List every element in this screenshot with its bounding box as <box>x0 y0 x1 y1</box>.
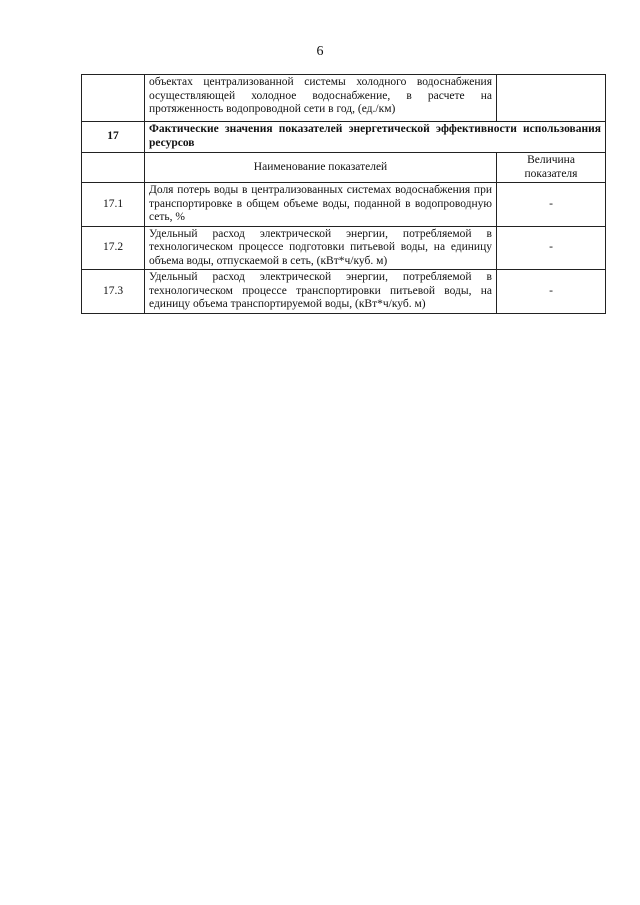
section-row <box>82 122 606 153</box>
indicators-table <box>81 74 606 314</box>
section-title-cell <box>145 122 606 153</box>
row-text: объектах централизованной системы холодного водоснабжения осуществляющей холодное водоснабжение, в расчете на протяженность водопроводной сети в год, (ед./км) <box>145 75 497 122</box>
row-text: Удельный расход электрической энергии, потребляемой в технологическом процессе подготовки питьевой воды, на единицу объема воды, отпускаемой в сеть, (кВт*ч/куб. м) <box>145 226 497 270</box>
section-title: Фактические значения показателей энергетической эффективности использования ресурсов <box>149 123 601 149</box>
row-number: 17.3 <box>82 270 145 314</box>
table-row-continuation <box>82 75 606 122</box>
row-number: 17.1 <box>82 183 145 227</box>
row-value <box>497 75 606 122</box>
row-text: Доля потерь воды в централизованных системах водоснабжения при транспортировке в общем объеме воды, поданной в водопроводную сеть, % <box>145 183 497 227</box>
table-row <box>82 270 606 314</box>
row-value: - <box>497 226 606 270</box>
row-value: - <box>497 270 606 314</box>
table-row <box>82 226 606 270</box>
row-number: 17.2 <box>82 226 145 270</box>
header-number <box>82 153 145 183</box>
row-number <box>82 75 145 122</box>
section-number: 17 <box>82 122 145 153</box>
row-value: - <box>497 183 606 227</box>
page-number: 6 <box>316 44 324 59</box>
table-header-row <box>82 153 606 183</box>
header-name: Наименование показателей <box>145 153 497 183</box>
header-value: Величина показателя <box>497 153 606 183</box>
row-text: Удельный расход электрической энергии, потребляемой в технологическом процессе транспортировки питьевой воды, на единицу объема транспортируемой воды, (кВт*ч/куб. м) <box>145 270 497 314</box>
table-row <box>82 183 606 227</box>
